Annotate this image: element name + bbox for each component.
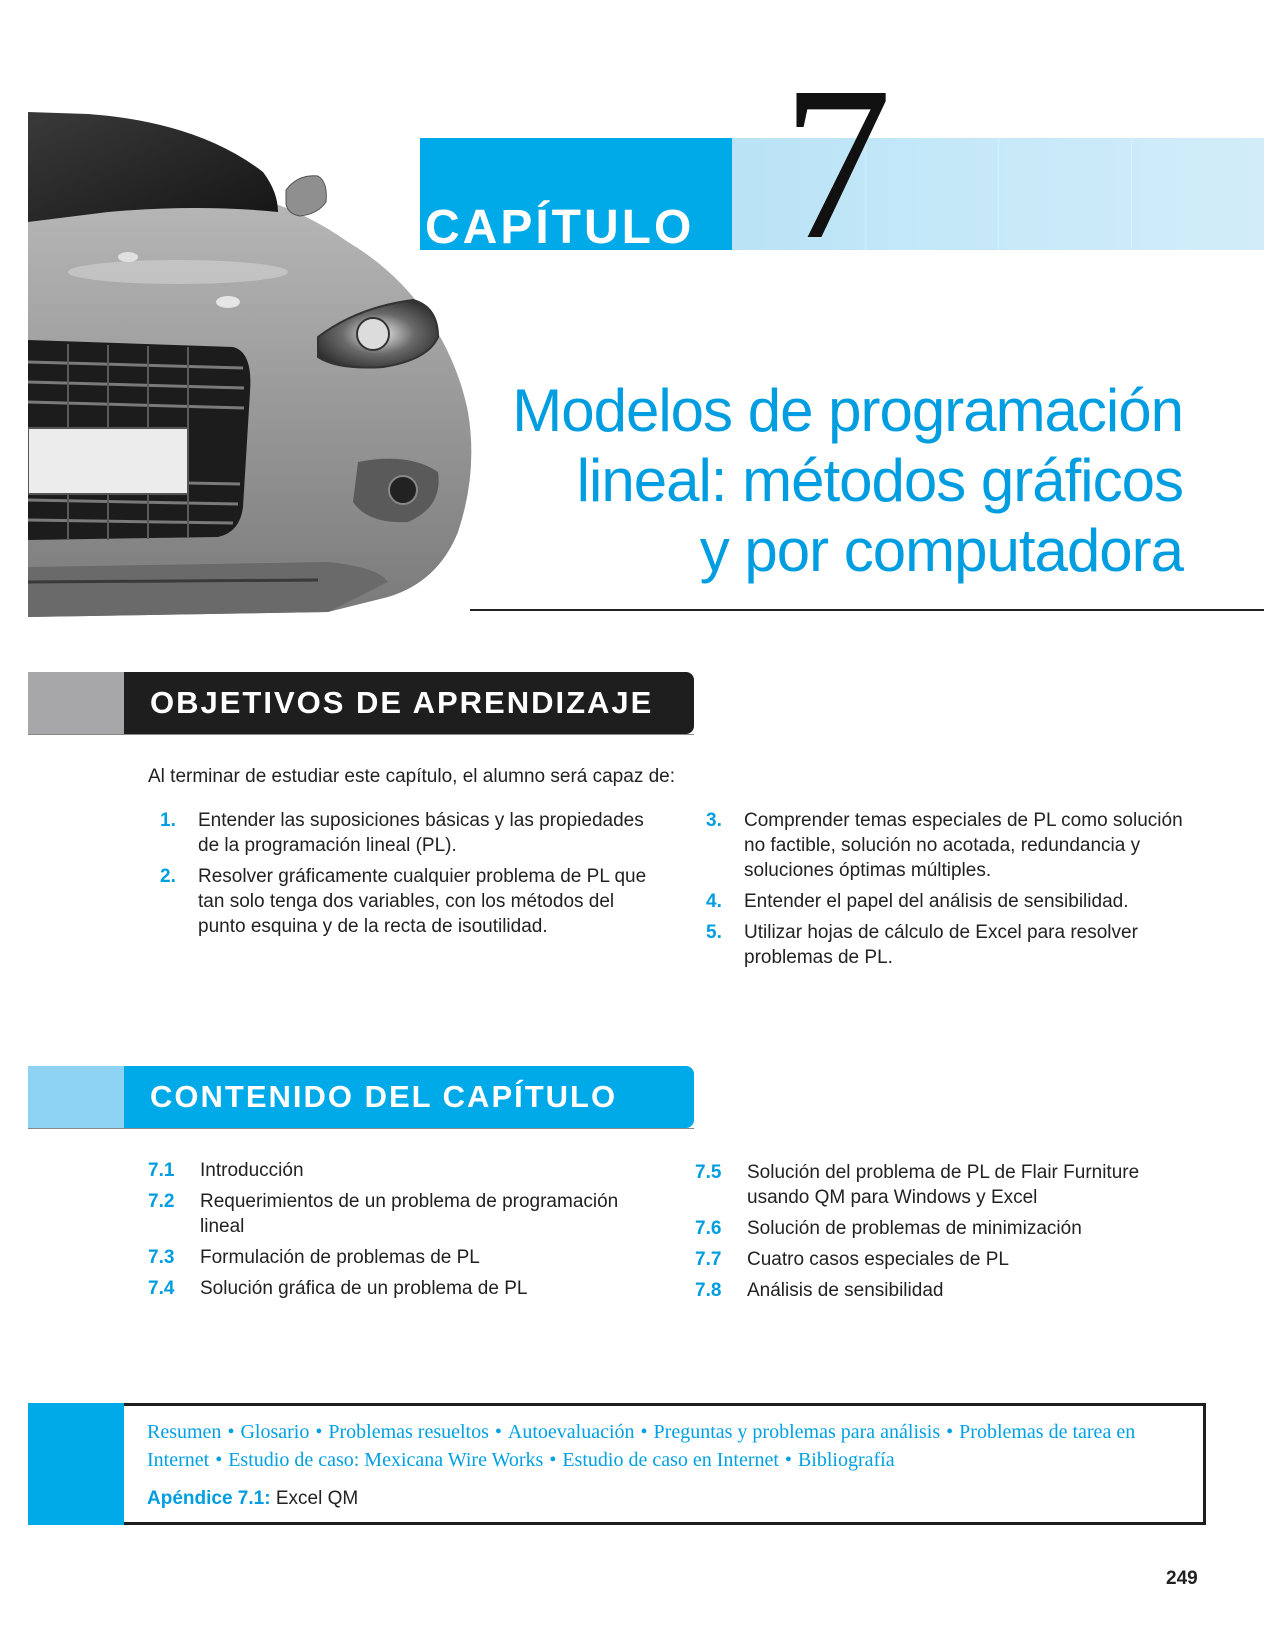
title-divider <box>470 609 1264 611</box>
contents-item[interactable] <box>695 1160 1215 1210</box>
objective-number: 3. <box>706 810 722 831</box>
chapter-label: CAPÍTULO <box>425 201 695 250</box>
separator: • <box>315 1421 323 1443</box>
section-title: Cuatro casos especiales de PL <box>747 1249 1009 1270</box>
title-line: Modelos de programación <box>512 377 1183 444</box>
objective-text: Entender el papel del análisis de sensibilidad. <box>744 891 1129 912</box>
title-line: lineal: métodos gráficos <box>576 447 1183 514</box>
objective-text: soluciones óptimas múltiples. <box>744 860 992 881</box>
objectives-column-left <box>160 808 680 945</box>
objective-text: Utilizar hojas de cálculo de Excel para resolver <box>744 922 1138 943</box>
contents-item[interactable] <box>148 1276 668 1301</box>
car-photo <box>28 112 478 647</box>
objective-text: Resolver gráficamente cualquier problema de PL que <box>198 866 647 887</box>
objective-item <box>706 889 1226 914</box>
contents-item[interactable] <box>695 1216 1215 1241</box>
contents-divider <box>28 1128 694 1129</box>
section-title: Introducción <box>200 1160 304 1181</box>
objectives-side-block <box>28 672 124 734</box>
end-item: Glosario <box>240 1421 310 1443</box>
section-title: Solución de problemas de minimización <box>747 1218 1082 1239</box>
section-number: 7.8 <box>695 1280 722 1301</box>
objective-item <box>706 920 1226 970</box>
contents-item[interactable] <box>695 1247 1215 1272</box>
contents-item[interactable] <box>148 1189 668 1239</box>
objective-item <box>160 808 680 858</box>
end-item: Preguntas y problemas para análisis <box>653 1421 941 1443</box>
objective-text: tan solo tenga dos variables, con los métodos del <box>198 891 615 912</box>
contents-column-right <box>695 1160 1215 1309</box>
contents-item[interactable] <box>148 1245 668 1270</box>
separator: • <box>227 1421 235 1443</box>
section-title: Requerimientos de un problema de programación <box>200 1191 619 1212</box>
appendix-label: Apéndice 7.1: <box>147 1488 271 1509</box>
chapter-number: 7 <box>782 41 892 285</box>
objectives-divider <box>28 734 694 735</box>
section-number: 7.7 <box>695 1249 722 1270</box>
section-number: 7.1 <box>148 1160 175 1181</box>
separator: • <box>549 1449 557 1471</box>
title-line: y por computadora <box>699 517 1183 584</box>
objective-number: 2. <box>160 866 176 887</box>
end-item: Estudio de caso: Mexicana Wire Works <box>228 1449 544 1471</box>
objectives-intro: Al terminar de estudiar este capítulo, el alumno será capaz de: <box>148 766 676 787</box>
appendix-line <box>147 1488 358 1510</box>
objective-number: 5. <box>706 922 722 943</box>
contents-column-left <box>148 1158 668 1307</box>
objective-text: no factible, solución no acotada, redundancia y <box>744 835 1141 856</box>
chapter-title <box>512 376 1183 586</box>
objective-item <box>706 808 1226 883</box>
appendix-value: Excel QM <box>275 1488 359 1509</box>
objective-text: de la programación lineal (PL). <box>198 835 457 856</box>
contents-item[interactable] <box>695 1278 1215 1303</box>
end-of-chapter-list <box>147 1418 1157 1474</box>
page-number: 249 <box>1166 1568 1198 1589</box>
end-item: Problemas resueltos <box>328 1421 489 1443</box>
section-title: Solución del problema de PL de Flair Furniture <box>747 1162 1140 1183</box>
objectives-heading: OBJETIVOS DE APRENDIZAJE <box>124 672 694 734</box>
section-title: lineal <box>200 1216 245 1237</box>
objective-text: problemas de PL. <box>744 947 893 968</box>
separator: • <box>215 1449 223 1471</box>
contents-side-block <box>28 1066 124 1128</box>
section-number: 7.4 <box>148 1278 175 1299</box>
objective-text: punto esquina y de la recta de isoutilidad. <box>198 916 548 937</box>
section-number: 7.3 <box>148 1247 175 1268</box>
contents-heading: CONTENIDO DEL CAPÍTULO <box>124 1066 694 1128</box>
separator: • <box>640 1421 648 1443</box>
objective-item <box>160 864 680 939</box>
objectives-column-right <box>706 808 1226 976</box>
section-title: usando QM para Windows y Excel <box>747 1187 1038 1208</box>
end-item: Resumen <box>147 1421 222 1443</box>
end-item: Bibliografía <box>797 1449 895 1471</box>
section-number: 7.6 <box>695 1218 722 1239</box>
end-item: Autoevaluación <box>507 1421 635 1443</box>
section-title: Análisis de sensibilidad <box>747 1280 944 1301</box>
section-number: 7.2 <box>148 1191 175 1212</box>
objective-text: Entender las suposiciones básicas y las propiedades <box>198 810 644 831</box>
contents-item[interactable] <box>148 1158 668 1183</box>
section-title: Solución gráfica de un problema de PL <box>200 1278 528 1299</box>
objective-number: 1. <box>160 810 176 831</box>
footer-side-block <box>28 1403 124 1525</box>
separator: • <box>494 1421 502 1443</box>
end-item: Problemas de tarea en Internet <box>147 1421 1136 1471</box>
section-title: Formulación de problemas de PL <box>200 1247 480 1268</box>
section-number: 7.5 <box>695 1162 722 1183</box>
end-item: Estudio de caso en Internet <box>562 1449 779 1471</box>
objective-text: Comprender temas especiales de PL como solución <box>744 810 1183 831</box>
separator: • <box>946 1421 954 1443</box>
separator: • <box>784 1449 792 1471</box>
objective-number: 4. <box>706 891 722 912</box>
